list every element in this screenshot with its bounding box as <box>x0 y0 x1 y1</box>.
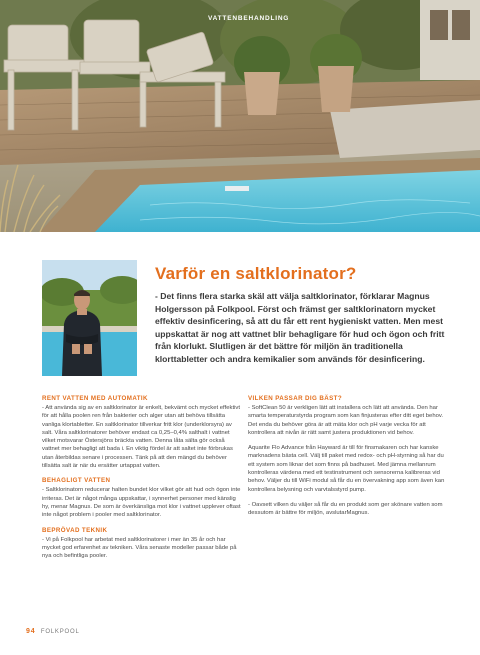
left-column <box>42 395 242 567</box>
footer-brand: FOLKPOOL <box>40 629 80 635</box>
page-number: 94 <box>26 628 36 635</box>
hero-photo <box>0 0 480 232</box>
section-paragraph: - Oavsett vilken du väljer så får du en produkt som ger skönare vatten som dessutom är bättre för miljön, avslutarMagnus. <box>248 501 443 517</box>
portrait-illustration <box>42 260 137 376</box>
section-heading: BEHAGLIGT VATTEN <box>42 477 111 485</box>
section-heading: RENT VATTEN MED AUTOMATIK <box>42 395 148 402</box>
section-paragraph: - Vi på Folkpool har arbetat med saltklorinatorer i mer än 35 år och har mycket god erfarenhet av tekniken. Våra senaste modeller passar både på nya och befintliga pooler. <box>42 536 237 560</box>
portrait-photo <box>42 260 137 376</box>
section-paragraph: Aquarite Flo Advance från Hayward är till för finsmakaren och har kanske marknadens bästa cell. Välj till paket med redox- och pH-styrning så har du ett system som liknar det som finns på badhuset. Med jämna mellanrum kontrolleras värdena med ett testinstrument och sensorerna kalibreras vid behov. Väljer du till WiFi modul så får du en övervakning app som även kan kontrollera belysning och varvtalsstyrd pump. <box>248 445 445 493</box>
section-paragraph: - Saltklorinatorn reducerar halten bundet klor vilket gör att hud och ögon inte irriteras. Det är något många uppskattar, i synnerhet personer med känslig hy, menar Magnus. De som är överkänsliga mot klor i vattnet upplever oftast inte något problem i pooler med saltklorinator. <box>42 487 241 519</box>
hero-illustration <box>0 0 480 232</box>
page-footer <box>26 628 80 635</box>
section-paragraph: - SoftClean 50 är verkligen lätt att installera och lätt att använda. Den har smarta temperaturstyrda program som kan finjusteras efter ditt eget behov. Det enda du behöver göra är att mäta klor och pH varje vecka för att kontrollera att nivån är rätt samt justera produktionen vid behov. <box>248 405 444 436</box>
section-tag: VATTENBEHANDLING <box>208 15 290 22</box>
section-paragraph: - Att använda sig av en saltklorinator är enkelt, bekvämt och mycket effektivt för att hålla poolen ren från bakterier och alger utan att behöva tillsätta vanliga klortabletter. En saltklorinator tillverkar fritt klor (underklorsyra) av salt. Våra saltklorinatorer behöver endast ca 0,25–0,4% salthalt i vattnet vilket motsvarar Östersjöns bräckta vatten. Denna låta sälta gör också vattnet mer behagligt att bada i. En viktig fördel är att saltet inte förbrukas utan återbildas senare i processen. Tänk på att den mängd du behöver tillsätta salt är när du ersätter urtappat vatten. <box>42 405 240 470</box>
section-heading: BEPRÖVAD TEKNIK <box>42 526 108 534</box>
article-title: Varför en saltklorinator? <box>155 264 357 283</box>
right-column <box>248 395 448 525</box>
article-lead: - Det finns flera starka skäl att välja saltklorinator, förklarar Magnus Holgersson på Folkpool. Först och främst ger saltklorinatorn mycket effektiv desinficering, så att du får ett rent hygieniskt vatten. Men mest uppskattat är nog att vattnet blir behagligare för hud och ögon och fritt från klorlukt. Slutligen är det bättre för miljön än traditionella klorttabletter och andra kemikalier som används för desinficering. <box>155 291 445 364</box>
section-heading: VILKEN PASSAR DIG BÄST? <box>248 395 342 402</box>
